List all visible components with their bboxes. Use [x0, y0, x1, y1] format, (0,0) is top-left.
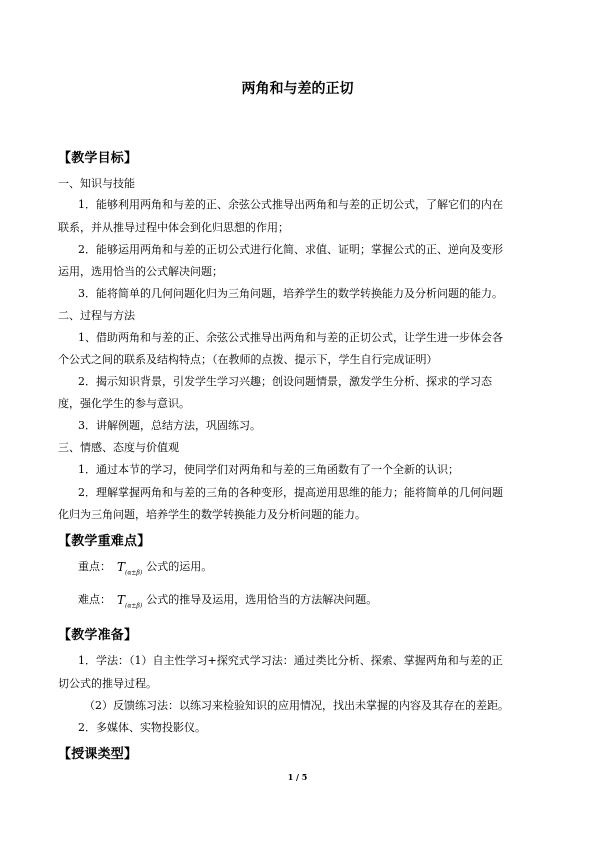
difficulty-label: 难点：: [78, 593, 111, 606]
focus-label: 重点：: [78, 560, 111, 573]
paragraph-line: 1．能够利用两角和与差的正、余弦公式推导出两角和与差的正切公式，了解它们的内在: [78, 198, 503, 211]
heading-objectives: 【教学目标】: [58, 151, 138, 166]
heading-key-points: 【教学重难点】: [58, 534, 151, 549]
heading-lesson-type: 【授课类型】: [58, 747, 138, 762]
paragraph-line: 联系，并从推导过程中体会到化归思想的作用；: [58, 221, 289, 234]
page-title: 两角和与差的正切: [241, 81, 354, 97]
tangent-formula: $T_{(\alpha\pm\beta)}$: [117, 593, 143, 610]
paragraph-line: 切公式的推导过程。: [58, 677, 157, 690]
focus-text: 公式的运用。: [146, 560, 213, 573]
paragraph-line: 2．理解掌握两角和与差的三角的各种变形，提高逆用思维的能力；能将简单的几何问题: [78, 486, 503, 499]
page-number: 1 / 5: [287, 772, 308, 782]
tangent-formula: $T_{(\alpha\pm\beta)}$: [117, 560, 143, 577]
paragraph-line: 2．多媒体、实物投影仪。: [78, 721, 206, 734]
heading-preparation: 【教学准备】: [58, 628, 138, 643]
paragraph-line: 1、借助两角和与差的正、余弦公式推导出两角和与差的正切公式，让学生进一步体会各: [78, 331, 503, 344]
paragraph-line: 3．能将简单的几何问题化归为三角问题，培养学生的数学转换能力及分析问题的能力。: [78, 287, 503, 300]
subheading-process: 二、过程与方法: [58, 309, 135, 322]
paragraph-line: 3．讲解例题，总结方法，巩固练习。: [78, 419, 261, 432]
paragraph-line: 运用，选用恰当的公式解决问题；: [58, 265, 223, 278]
paragraph-line: 度，强化学生的参与意识。: [58, 397, 190, 410]
difficulty-line: [78, 593, 377, 611]
subheading-knowledge: 一、知识与技能: [58, 177, 135, 190]
paragraph-line: 2．揭示知识背景，引发学生学习兴趣；创设问题情景，激发学生分析、探求的学习态: [78, 375, 492, 388]
paragraph-line: 1．学法：（1）自主性学习+探究式学习法：通过类比分析、探索、掌握两角和与差的正: [78, 654, 503, 667]
paragraph-line: 个公式之间的联系及结构特点；（在教师的点拨、提示下，学生自行完成证明）: [58, 353, 438, 366]
paragraph-line: （2）反馈练习法：以练习来检验知识的应用情况，找出未掌握的内容及其存在的差距。: [84, 699, 509, 712]
difficulty-text: 公式的推导及运用，选用恰当的方法解决问题。: [146, 593, 378, 606]
paragraph-line: 1．通过本节的学习，使同学们对两角和与差的三角函数有了一个全新的认识；: [78, 463, 459, 476]
focus-line: [78, 560, 212, 578]
paragraph-line: 2．能够运用两角和与差的正切公式进行化简、求值、证明；掌握公式的正、逆向及变形: [78, 243, 503, 256]
paragraph-line: 化归为三角问题，培养学生的数学转换能力及分析问题的能力。: [58, 508, 366, 521]
subheading-attitude: 三、情感、态度与价值观: [58, 441, 179, 454]
